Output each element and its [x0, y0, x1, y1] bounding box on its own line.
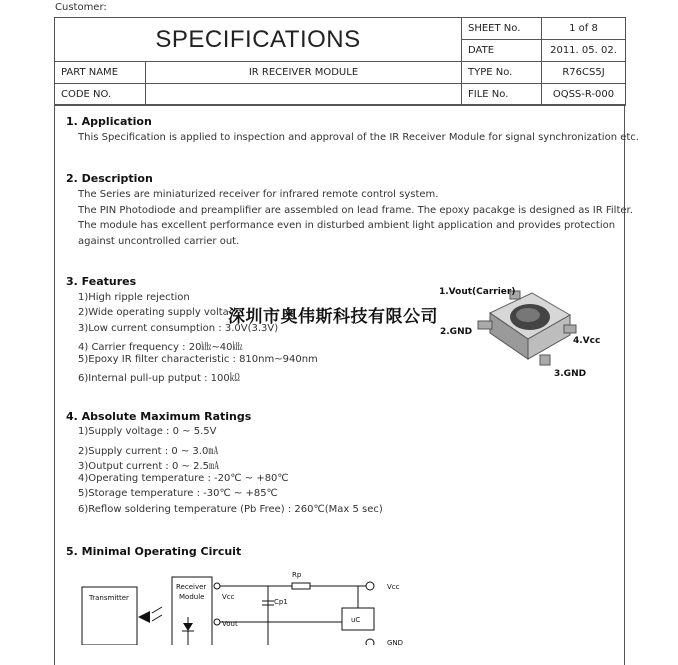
- page-title: SPECIFICATIONS: [55, 18, 462, 62]
- pin-label-vout: 1.Vout(Carrier): [439, 287, 516, 297]
- date-value: 2011. 05. 02.: [542, 40, 626, 62]
- circuit-gnd-label: GND: [387, 639, 404, 645]
- rating-item: 6)Reflow soldering temperature (Pb Free) : 260℃(Max 5 sec): [78, 504, 383, 515]
- part-name-label: PART NAME: [55, 62, 146, 84]
- type-label: TYPE No.: [462, 62, 542, 84]
- description-line: The module has excellent performance even in disturbed ambient light application and provides protection: [78, 220, 616, 231]
- pin-label-vcc: 4.Vcc: [573, 336, 601, 346]
- feature-item: 1)High ripple rejection: [78, 292, 190, 303]
- circuit-vcc-out-label: Vcc: [387, 583, 400, 591]
- feature-item: 6)Internal pull-up putput : 100㏀: [78, 373, 240, 384]
- features-heading: 3. Features: [66, 275, 137, 288]
- rating-item: 5)Storage temperature : -30℃ ~ +85℃: [78, 488, 278, 499]
- description-line: against uncontrolled carrier out.: [78, 236, 240, 247]
- date-label: DATE: [462, 40, 542, 62]
- rating-item: 3)Output current : 0 ~ 2.5㎃: [78, 461, 219, 472]
- circuit-receiver-label: Receiver: [176, 583, 207, 591]
- feature-item: 3)Low current consumption : 3.0V(3.3V): [78, 323, 279, 334]
- feature-item: 5)Epoxy IR filter characteristic : 810nm~940nm: [78, 354, 318, 365]
- pin-label-gnd-2: 2.GND: [440, 327, 473, 337]
- rating-item: 2)Supply current : 0 ~ 3.0㎃: [78, 446, 219, 457]
- type-value: R76CS5J: [542, 62, 626, 84]
- description-line: The PIN Photodiode and preamplifier are assembled on lead frame. The epoxy pacakge is designed as IR Filter.: [78, 205, 633, 216]
- part-name-value: IR RECEIVER MODULE: [146, 62, 462, 84]
- circuit-rp-label: Rp: [292, 571, 302, 579]
- circuit-transmitter-label: Transmitter: [89, 594, 129, 602]
- rating-item: 4)Operating temperature : -20℃ ~ +80℃: [78, 473, 289, 484]
- code-value: [146, 84, 462, 106]
- feature-item: 2)Wide operating supply voltage: [78, 307, 242, 318]
- spec-header-table: [54, 17, 626, 106]
- circuit-cp1-label: Cp1: [274, 598, 288, 606]
- operating-circuit-diagram: [70, 565, 430, 645]
- ratings-heading: 4. Absolute Maximum Ratings: [66, 410, 252, 423]
- circuit-vout-pin-label: Vout: [222, 620, 238, 628]
- ir-receiver-module-image: [470, 285, 580, 370]
- application-heading: 1. Application: [66, 115, 152, 128]
- pin-label-gnd-3: 3.GND: [554, 369, 587, 379]
- circuit-uc-label: uC: [351, 616, 361, 624]
- code-label: CODE NO.: [55, 84, 146, 106]
- file-label: FILE No.: [462, 84, 542, 106]
- file-value: OQSS-R-000: [542, 84, 626, 106]
- application-text: This Specification is applied to inspection and approval of the IR Receiver Module for signal synchronization etc.: [78, 132, 639, 143]
- feature-item: 4) Carrier frequency : 20㎑~40㎑: [78, 342, 243, 353]
- circuit-module-label: Module: [179, 593, 205, 601]
- circuit-vcc-pin-label: Vcc: [222, 593, 235, 601]
- sheet-value: 1 of 8: [542, 18, 626, 40]
- rating-item: 1)Supply voltage : 0 ~ 5.5V: [78, 426, 217, 437]
- customer-label: Customer:: [55, 2, 107, 13]
- description-heading: 2. Description: [66, 172, 153, 185]
- description-line: The Series are miniaturized receiver for infrared remote control system.: [78, 189, 439, 200]
- company-watermark: 深圳市奥伟斯科技有限公司: [228, 307, 438, 327]
- sheet-label: SHEET No.: [462, 18, 542, 40]
- circuit-heading: 5. Minimal Operating Circuit: [66, 545, 242, 558]
